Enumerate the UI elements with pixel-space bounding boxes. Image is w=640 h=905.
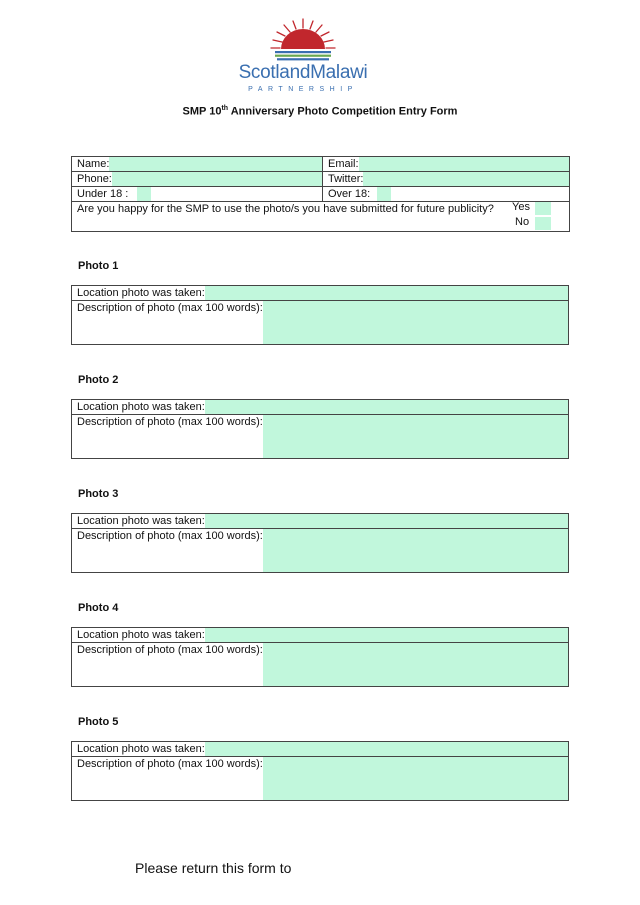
photo-3-description-field[interactable] [263, 529, 568, 572]
photo-2-description-field[interactable] [263, 415, 568, 458]
photo-5-description-field[interactable] [263, 757, 568, 800]
title-superscript: th [221, 105, 229, 112]
photo-5-table [71, 741, 569, 801]
under18-label: Under 18 : [77, 188, 129, 200]
location-label: Location photo was taken: [77, 743, 205, 755]
publicity-yes-checkbox[interactable] [535, 202, 551, 215]
photo-3-heading: Photo 3 [78, 488, 119, 500]
under18-checkbox[interactable] [137, 187, 151, 201]
description-label: Description of photo (max 100 words): [77, 416, 263, 428]
photo-4-description-field[interactable] [263, 643, 568, 686]
publicity-question: Are you happy for the SMP to use the photo/s you have submitted for future publicity? [77, 203, 494, 215]
contact-details-table [71, 156, 570, 232]
location-label: Location photo was taken: [77, 515, 205, 527]
description-label: Description of photo (max 100 words): [77, 302, 263, 314]
over18-label: Over 18: [328, 188, 371, 200]
photo-4-location-field[interactable] [205, 628, 568, 642]
photo-4-table [71, 627, 569, 687]
description-label: Description of photo (max 100 words): [77, 758, 263, 770]
location-label: Location photo was taken: [77, 401, 205, 413]
name-field[interactable] [109, 157, 322, 171]
yes-label: Yes [512, 201, 530, 213]
no-label: No [515, 216, 530, 228]
page-title [0, 105, 640, 118]
location-label: Location photo was taken: [77, 287, 205, 299]
location-label: Location photo was taken: [77, 629, 205, 641]
title-text: SMP 10 [182, 105, 222, 118]
photo-3-location-field[interactable] [205, 514, 568, 528]
title-text-rest: Anniversary Photo Competition Entry Form [228, 105, 458, 118]
photo-1-description-field[interactable] [263, 301, 568, 344]
photo-1-location-field[interactable] [205, 286, 568, 300]
photo-5-location-field[interactable] [205, 742, 568, 756]
photo-2-heading: Photo 2 [78, 374, 119, 386]
phone-label: Phone: [77, 173, 112, 185]
name-label: Name: [77, 158, 110, 170]
return-instructions: Please return this form to [135, 860, 292, 876]
description-label: Description of photo (max 100 words): [77, 530, 263, 542]
photo-5-heading: Photo 5 [78, 716, 119, 728]
photo-1-table [71, 285, 569, 345]
description-label: Description of photo (max 100 words): [77, 644, 263, 656]
photo-2-location-field[interactable] [205, 400, 568, 414]
sunrise-icon [265, 18, 341, 64]
logo-wordmark: ScotlandMalawi [238, 62, 368, 83]
phone-field[interactable] [112, 172, 322, 186]
twitter-field[interactable] [363, 172, 569, 186]
email-field[interactable] [359, 157, 569, 171]
twitter-label: Twitter: [328, 173, 364, 185]
photo-2-table [71, 399, 569, 459]
publicity-consent-row [72, 202, 569, 231]
photo-4-heading: Photo 4 [78, 602, 119, 614]
over18-checkbox[interactable] [377, 187, 391, 201]
scotland-malawi-logo [238, 18, 368, 96]
logo-subtitle: PARTNERSHIP [248, 86, 358, 93]
photo-1-heading: Photo 1 [78, 260, 119, 272]
photo-3-table [71, 513, 569, 573]
publicity-no-checkbox[interactable] [535, 217, 551, 230]
email-label: Email: [328, 158, 359, 170]
